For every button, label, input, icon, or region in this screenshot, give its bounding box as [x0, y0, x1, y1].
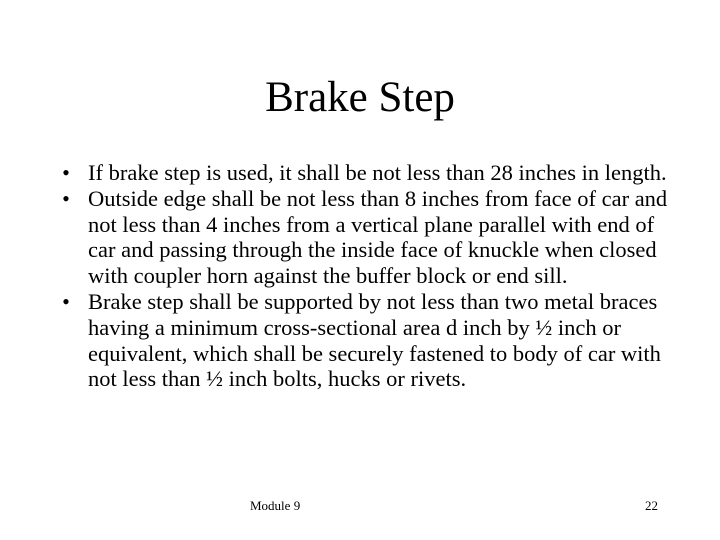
bullet-item — [56, 289, 676, 392]
bullet-item — [56, 186, 676, 289]
bullet-item — [56, 160, 676, 186]
slide-title: Brake Step — [265, 74, 455, 121]
bullet-list — [56, 160, 676, 392]
bullet-icon: • — [62, 160, 70, 185]
bullet-text: If brake step is used, it shall be not less than 28 inches in length. — [88, 160, 667, 185]
footer-module-label: Module 9 — [250, 498, 301, 513]
bullet-icon: • — [62, 185, 70, 211]
bullet-text: Outside edge shall be not less than 8 inches from face of car and not less than 4 inches from a vertical plane parallel with end of car and passing through the inside face of knuckle when closed with coupler horn against the buffer block or end sill. — [88, 185, 668, 289]
bullet-icon: • — [62, 288, 70, 314]
footer-page-number: 22 — [645, 498, 658, 513]
bullet-text: Brake step shall be supported by not less than two metal braces having a minimum cross-sectional area d inch by ½ inch or equivalent, which shall be securely fastened to body of car with not less than ½ inch bolts, hucks or rivets. — [88, 288, 661, 392]
